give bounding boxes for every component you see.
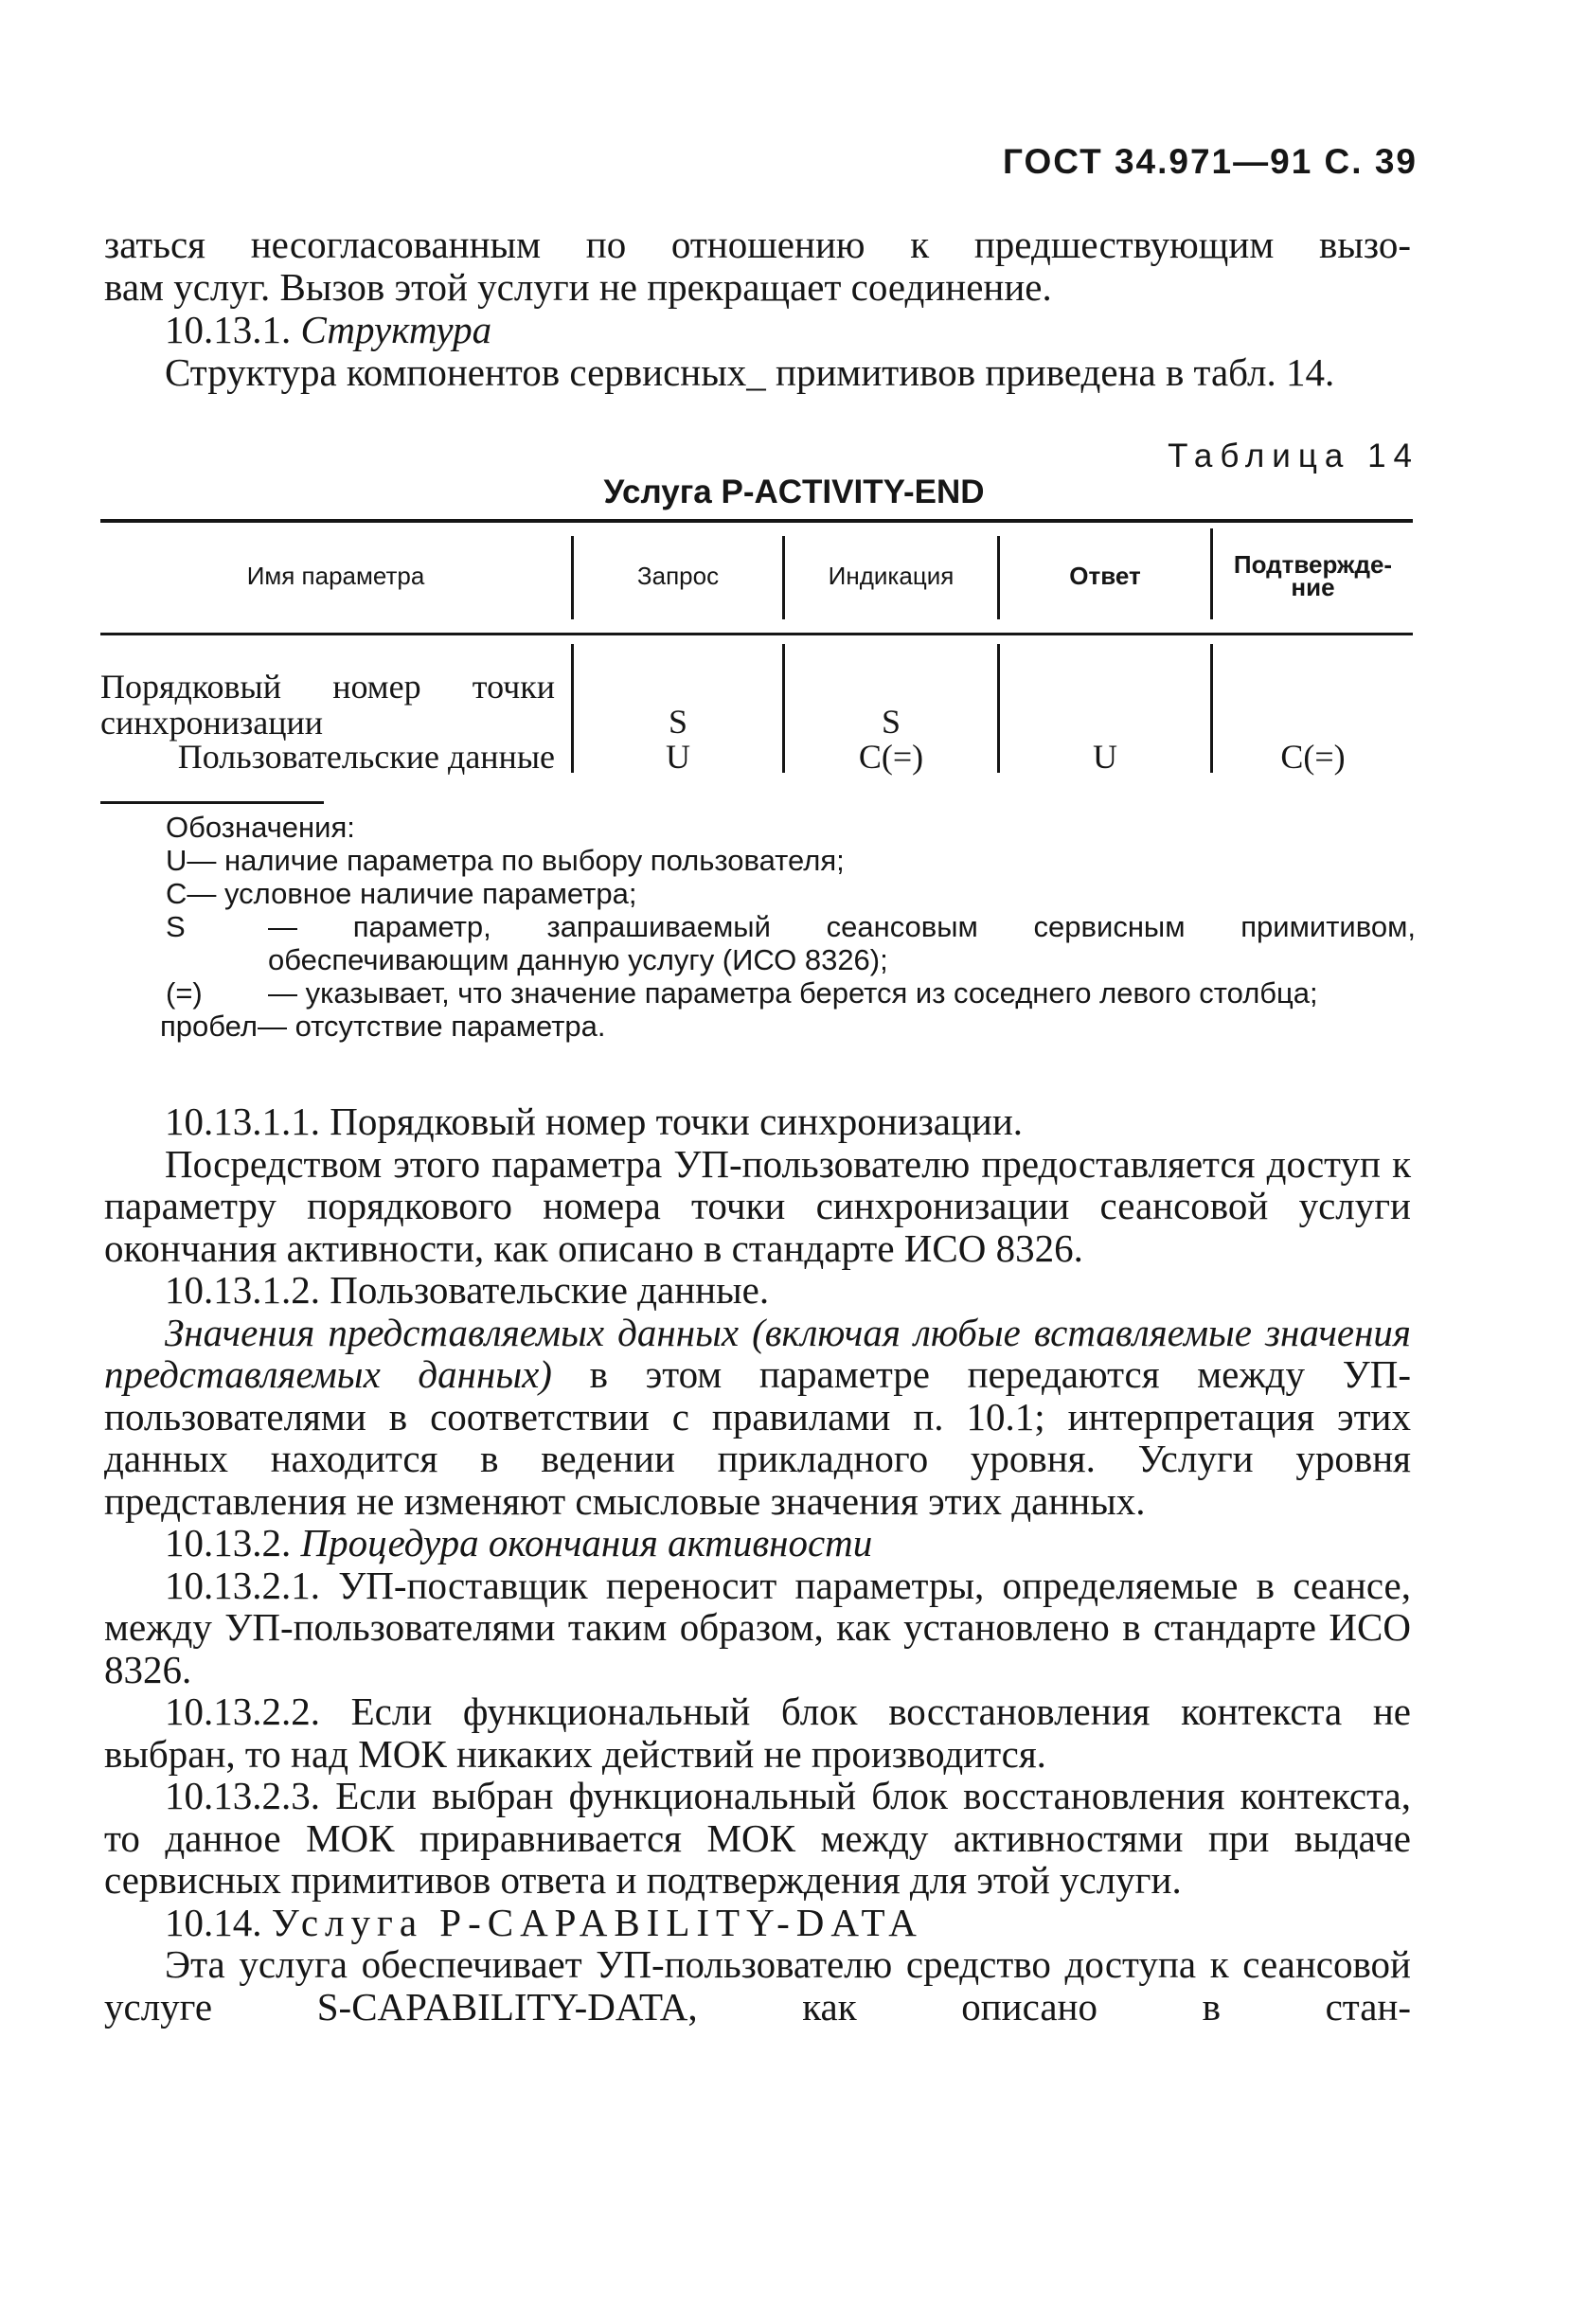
structure-paragraph: Структура компонентов сервисных_ примитивов приведена в табл. 14. <box>165 350 1335 394</box>
legend-item <box>166 910 1416 976</box>
legend-item <box>166 976 1416 1010</box>
col-header-confirm: Подтвержде- ние <box>1233 550 1393 601</box>
section-number: 10.14. <box>165 1900 262 1944</box>
legend-rule <box>100 801 324 804</box>
intro-line-2: вам услуг. Вызов этой услуги не прекращает соединение. <box>104 265 1052 309</box>
legend-key: U <box>166 844 187 877</box>
legend-item <box>166 844 1416 877</box>
legend-text: — параметр, запрашиваемый сеансовым сервисным примитивом, обеспечивающим данную услугу (ИСО 8326); <box>268 910 1416 976</box>
section-10-13-2-3: 10.13.2.3. Если выбран функциональный блок восстановления контекста, то данное МОК приравнивается МОК между активностями при выдаче сервисных примитивов ответа и подтверждения для этой услуги. <box>104 1774 1411 1902</box>
legend-key: пробел <box>160 1010 258 1043</box>
section-10-14-heading <box>104 1902 1411 1944</box>
row-2-request: U <box>666 738 690 776</box>
row-2-indication: C(=) <box>858 738 924 776</box>
col-header-name: Имя параметра <box>246 562 425 590</box>
section-number: 10.13.1. <box>165 308 292 351</box>
body-span: в этом параметре передаются между УП-пользователями в соответствии с правилами п. 10.1; интерпретация этих данных находится в ведении прикладного уровня. Услуги уровня представления не изменяют смысловые значения этих данных. <box>104 1352 1411 1523</box>
row-1-name: Порядковый номер точки синхронизации <box>100 668 555 742</box>
legend <box>160 811 1416 1043</box>
row-1-indication: S <box>881 703 901 741</box>
section-10-13-1-2-heading: 10.13.1.2. Пользовательские данные. <box>165 1268 770 1312</box>
col-header-response: Ответ <box>1069 562 1141 590</box>
legend-text: — указывает, что значение параметра берется из соседнего левого столбца; <box>268 976 1318 1010</box>
row-2-response: U <box>1093 738 1117 776</box>
page-header: ГОСТ 34.971—91 С. 39 <box>1003 142 1418 181</box>
section-10-13-1-1-heading: 10.13.1.1. Порядковый номер точки синхронизации. <box>165 1099 1024 1143</box>
section-10-14-body: Эта услуга обеспечивает УП-пользователю средство доступа к сеансовой услуге S-CAPABILITY-DATA, как описано в стан- <box>104 1942 1411 2029</box>
row-2-name: Пользовательские данные <box>177 738 555 776</box>
legend-item <box>160 1010 1416 1043</box>
section-10-13-2-heading <box>104 1522 1411 1564</box>
legend-key: C <box>166 877 187 910</box>
section-title: Процедура окончания активности <box>300 1521 873 1564</box>
col-header-indication: Индикация <box>828 562 955 590</box>
table-top-rule <box>100 519 1413 523</box>
italic-span: Значения представляемых данных (включая любые вставляемые значения представляемых данных) <box>104 1310 1411 1396</box>
parameter-table <box>100 519 1413 786</box>
section-title: Услуга P-CAPABILITY-DATA <box>271 1900 923 1944</box>
legend-item <box>166 877 1416 910</box>
legend-key: (=) <box>166 976 203 1010</box>
legend-key: S <box>166 910 186 943</box>
table-title: Услуга P-ACTIVITY-END <box>603 474 985 510</box>
section-10-13-1-2-body <box>104 1312 1411 1523</box>
legend-text: — отсутствие параметра. <box>257 1010 606 1043</box>
col-header-request: Запрос <box>636 562 720 590</box>
section-title: Структура <box>300 308 492 351</box>
table-header-rule <box>100 633 1413 635</box>
main-text <box>104 1100 1411 2028</box>
legend-text: — условное наличие параметра; <box>187 877 637 910</box>
section-10-13-2-2: 10.13.2.2. Если функциональный блок восстановления контекста не выбран, то над МОК никаких действий не производится. <box>104 1689 1411 1776</box>
table-number: Таблица 14 <box>1168 438 1419 474</box>
section-number: 10.13.2. <box>165 1521 292 1564</box>
intro-block <box>104 223 1411 394</box>
section-10-13-1-1-body: Посредством этого параметра УП-пользователю предоставляется доступ к параметру порядкового номера точки синхронизации сеансовой услуги окончания активности, как описано в стандарте ИСО 8326. <box>104 1141 1411 1270</box>
row-1-request: S <box>668 703 688 741</box>
legend-title: Обозначения: <box>166 811 355 844</box>
legend-text: — наличие параметра по выбору пользователя; <box>187 844 845 877</box>
row-2-confirm: C(=) <box>1280 738 1346 776</box>
intro-line-1: заться несогласованным по отношению к предшествующим вызо- <box>104 223 1411 266</box>
section-10-13-2-1: 10.13.2.1. УП-поставщик переносит параметры, определяемые в сеансе, между УП-пользователями таким образом, как установлено в стандарте ИСО 8326. <box>104 1563 1411 1691</box>
section-10-13-1-heading <box>104 309 1411 351</box>
